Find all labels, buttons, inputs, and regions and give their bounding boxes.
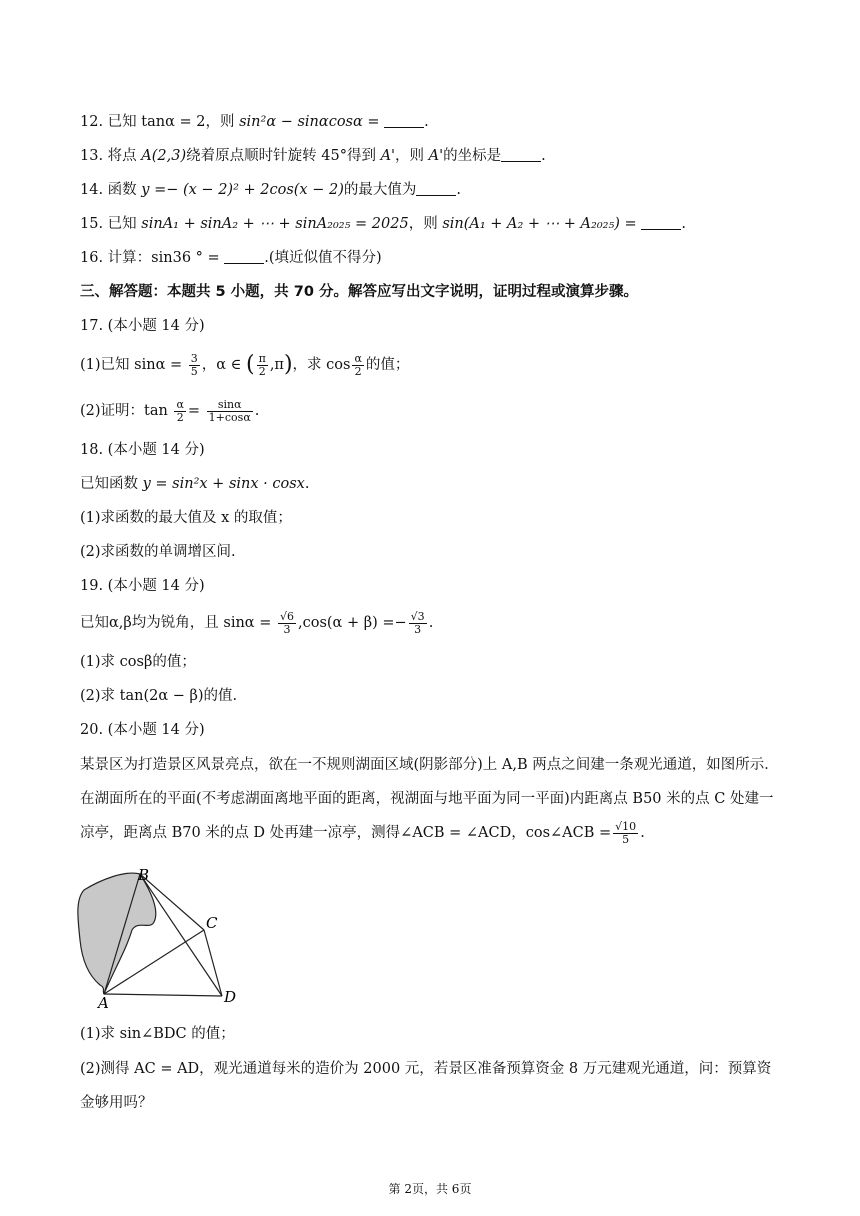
question-19-header: 19. (本小题 14 分) xyxy=(80,578,205,594)
question-18-header: 18. (本小题 14 分) xyxy=(80,442,205,458)
fraction: $\frac{\sin\alpha}{1+\cos\alpha}$ xyxy=(208,397,251,424)
fraction: $\frac{\alpha}{2}$ xyxy=(354,351,362,378)
question-18-stem: 已知函数 y = sin²x + sinx · cosx. xyxy=(80,476,310,492)
answer-blank[interactable] xyxy=(641,215,681,230)
question-20-stem: 某景区为打造景区风景亮点，欲在一不规则湖面区域(阴影部分)上 A,B 两点之间建一条观光通道，如图所示．在湖面所在的平面(不考虑湖面离地平面的距离，视湖面与地平面为同一平面)内距离点 B50 米的点 C 处建一凉亭，距离点 B70 米的点 D 处再建一凉亭，测得∠ACB = ∠ACD，cos∠ACB = $\frac{√10}{5}$ . xyxy=(80,757,779,846)
fraction: $\frac{√6}{3}$ xyxy=(279,609,294,636)
question-14: 14. 函数 y =− (x − 2)² + 2cos(x − 2)的最大值为 . xyxy=(80,182,461,198)
question-20-part-2: (2)测得 AC = AD，观光通道每米的造价为 2000 元，若景区准备预算资金 8 万元建观光通道，问：预算资金够用吗？ xyxy=(80,1061,772,1111)
answer-blank[interactable] xyxy=(501,147,541,162)
label-A: A xyxy=(98,994,109,1010)
question-17-part-1: (1)已知 sinα = $\frac{3}{5}$ ，α ∈ ( $\frac{\pi}{2}$ ,π)，求 cos $\frac{\alpha}{2}$ 的值； xyxy=(80,351,410,378)
fraction: $\frac{√10}{5}$ xyxy=(615,819,637,846)
question-20-header: 20. (本小题 14 分) xyxy=(80,722,205,738)
question-19-part-2: (2)求 tan(2α − β)的值. xyxy=(80,688,238,704)
segment-BD xyxy=(140,874,222,996)
label-B: B xyxy=(138,866,150,884)
question-17-part-2: (2)证明：tan $\frac{\alpha}{2}$ = $\frac{\sin\alpha}{1+\cos\alpha}$ . xyxy=(80,397,260,424)
question-16: 16. 计算：sin36 ° = .(填近似值不得分) xyxy=(80,250,382,266)
question-18-part-2: (2)求函数的单调增区间. xyxy=(80,544,236,560)
fraction: $\frac{√3}{3}$ xyxy=(410,609,425,636)
section-heading: 三、解答题：本题共 5 小题，共 70 分。解答应写出文字说明，证明过程或演算步骤。 xyxy=(80,284,638,300)
answer-blank[interactable] xyxy=(416,181,456,196)
fraction: $\frac{\alpha}{2}$ xyxy=(176,397,184,424)
fraction: $\frac{3}{5}$ xyxy=(190,351,198,378)
segment-AD xyxy=(104,994,222,996)
label-C: C xyxy=(206,914,218,932)
answer-blank[interactable] xyxy=(224,249,264,264)
question-15: 15. 已知 sinA₁ + sinA₂ + ⋯ + sinA₂₀₂₅ = 2025，则 sin(A₁ + A₂ + ⋯ + A₂₀₂₅) = . xyxy=(80,216,686,232)
question-19-stem: 已知α,β均为锐角，且 sinα = $\frac{√6}{3}$ ,cos(α + β) =− $\frac{√3}{3}$ . xyxy=(80,609,434,636)
question-20-part-1: (1)求 sin∠BDC 的值； xyxy=(80,1026,235,1042)
question-18-part-1: (1)求函数的最大值及 x 的取值； xyxy=(80,510,292,526)
question-19-part-1: (1)求 cosβ的值； xyxy=(80,654,196,670)
question-12: 12. 已知 tanα = 2，则 sin²α − sinαcosα = . xyxy=(80,114,429,130)
fraction: $\frac{\pi}{2}$ xyxy=(258,351,266,378)
lake-diagram xyxy=(70,860,250,1010)
question-13: 13. 将点 A(2,3)绕着原点顺时针旋转 45°得到 A'，则 A'的坐标是 . xyxy=(80,148,546,164)
question-17-header: 17. (本小题 14 分) xyxy=(80,318,205,334)
answer-blank[interactable] xyxy=(384,113,424,128)
lake-region xyxy=(78,873,156,994)
label-D: D xyxy=(224,988,237,1006)
page-footer: 第 2页，共 6页 xyxy=(388,1182,472,1196)
segment-CD xyxy=(204,930,222,996)
